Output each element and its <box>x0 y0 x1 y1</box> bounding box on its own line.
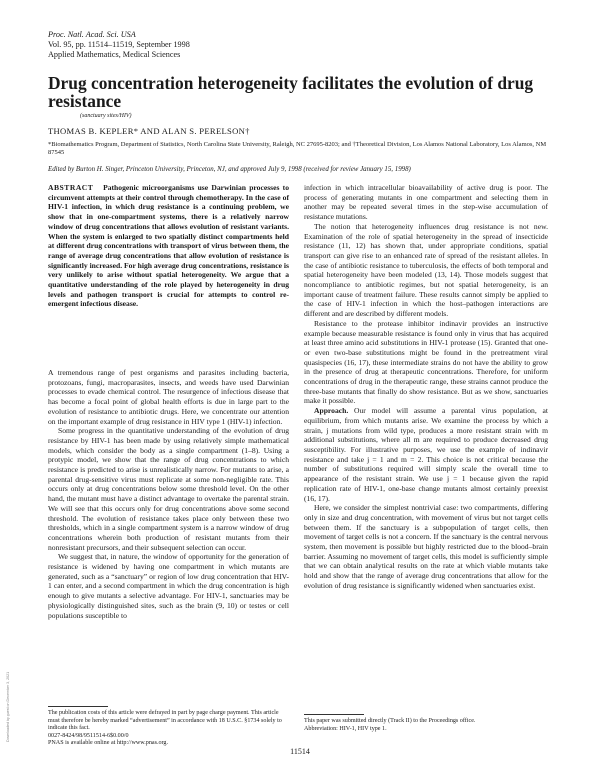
footnote-line: Abbreviation: HIV-1, HIV type 1. <box>304 725 387 732</box>
paragraph: Some progress in the quantitative understanding of the evolution of drug resistance by HIV-1 has been made by using relatively simple mathematical models, which consider the body as a single compartment (1–8). Using a protypic model, we show that the range of drug concentrations to which resistance is predicted to arise is unrealistically narrow. For mutants to arise, a parental drug-sensitive virus must replicate at some non-negligible rate. This occurs only at drug concentrations below some threshold level. On the other hand, the mutant must have a distinct advantage to overtake the parental strain. We will see that this occurs only for drug concentrations above some second threshold. The evolution of resistance takes place only between these two thresholds, which in a single compartment system is a narrow window of drug concentrations wherein both production of resistant mutants from their nonresistant precursors, and their subsequent selection can occur. <box>48 426 289 552</box>
footnote-line: This paper was submitted directly (Track II) to the Proceedings office. <box>304 718 476 724</box>
left-column-body <box>48 368 289 620</box>
footnote-divider-right <box>304 714 364 715</box>
footnote-line: PNAS is available online at http://www.pnas.org. <box>48 740 168 747</box>
download-side-note: Downloaded by guest on December 3, 2021 <box>6 671 10 742</box>
footnote-left <box>48 710 289 748</box>
authors: THOMAS B. KEPLER* AND ALAN S. PERELSON† <box>48 126 250 136</box>
page-number: 11514 <box>290 747 310 756</box>
footnote-line: The publication costs of this article were defrayed in part by page charge payment. This article must therefore be hereby marked “advertisement” in accordance with 18 U.S.C. §1734 solely to indicate this fact. <box>48 710 282 732</box>
volume-line: Vol. 95, pp. 11514–11519, September 1998 <box>48 40 190 49</box>
article-title: Drug concentration heterogeneity facilitates the evolution of drug resistance <box>48 73 534 111</box>
approach-paragraph <box>304 406 548 503</box>
paragraph: Resistance to the protease inhibitor indinavir provides an instructive example because measurable resistance is found only in virus that has acquired at least three amino acid substitutions in HIV-1 protease (15). Granted that one- or even two-base substitutions might be found in the pretreatment viral quasispecies (16, 17), these intermediate strains do not have the ability to grow in the presence of drug at therapeutic concentrations. Therefore, for uniform concentrations of drug in the therapeutic range, these strains cannot produce the three-base mutants that finally do show resistance. But as we show, sanctuaries make it possible. <box>304 318 548 406</box>
paragraph: The notion that heterogeneity influences drug resistance is not new. Examination of the role of spatial heterogeneity in the spread of insecticide resistance (11, 12) has shown that, under appropriate conditions, spatial transport can give rise to an enhanced rate of spread of the resistant alleles. In the case of antibiotic resistance to tuberculosis, the effects of both temporal and spatial heterogeneity have been modeled (13, 14). Those models suggest that noncompliance to antibiotic regimes, but not spatial heterogeneity, is an important cause of treatment failure. These results cannot simply be applied to the case of HIV-1 infection in which the host–pathogen interactions are different and are described by different models. <box>304 221 548 319</box>
affiliations: *Biomathematics Program, Department of Statistics, North Carolina State University, Raleigh, NC 27695-8203; and †Theoretical Division, Los Alamos National Laboratory, Los Alamos, NM 87545 <box>48 141 547 157</box>
paragraph: infection in which intracellular bioavailability of active drug is poor. The process of generating mutants in one compartment and selecting them in another may be repeated several times in the step-wise accumulation of resistance mutations. <box>304 183 548 222</box>
journal-name: Proc. Natl. Acad. Sci. USA <box>48 30 136 39</box>
paragraph: A tremendous range of pest organisms and parasites including bacteria, protozoans, fungi, macroparasites, insects, and weeds have used Darwinian processes to evade chemical control. The resurgence of infectious disease that has become a focal point of global health efforts is due in large part to the evolution of resistance to antibiotic drugs. Here, we concentrate our attention on the important example of drug resistance in HIV type 1 (HIV-1) infection. <box>48 368 289 426</box>
paragraph: Here, we consider the simplest nontrivial case: two compartments, differing only in size and drug concentration, with movement of virus but not target cells between them. If the sanctuary is a subpopulation of target cells, then movement of target cells is not a concern. If the sanctuary is the central nervous system, then movement is possible but highly restricted due to the blood–brain barrier. Assuming no movement of target cells, this model is sufficiently simple that we can obtain analytical results on the rate at which viable mutants take hold and show that the range of average drug concentrations that allow for the evolution of drug resistance is significantly widened when sanctuaries exist. <box>304 503 548 590</box>
abstract <box>48 183 289 309</box>
paragraph: We suggest that, in nature, the window of opportunity for the generation of resistance is widened by having one compartment in which mutants are generated, such as a “sanctuary” or region of low drug concentration that HIV-1 can enter, and a second compartment in which the drug concentration is high enough to give mutants a selective advantage. For HIV-1, sanctuaries may be physiologically distinguished sites, such as the brain (9, 10) or testes or cell populations susceptible to <box>48 552 289 620</box>
footnote-divider-left <box>48 706 108 707</box>
edited-by: Edited by Burton H. Singer, Princeton University, Princeton, NJ, and approved July 9, 1998 (received for review January 15, 1998) <box>48 166 411 173</box>
footnote-line: 0027-8424/98/9511514-6$0.00/0 <box>48 732 129 739</box>
journal-header <box>48 30 190 60</box>
approach-heading: Approach. <box>314 406 349 416</box>
keywords: (sanctuary sites/HIV) <box>80 113 132 119</box>
approach-text: Our model will assume a parental virus population, at equilibrium, from which mutants arise. We examine the process by which a strain, j mutations from wild type, produces a more resistant strain with m additional substitutions, where all m are required to produce decreased drug susceptibility. For illustrative purposes, we use the example of indinavir resistance and take j = 1 and m = 2. This choice is not critical because the number of substitutions required will simply scale the overall time to appearance of the resistant strain. We use j = 1 because given the rapid replication rate of HIV-1, one-base change mutants almost certainly preexist (16, 17). <box>304 406 548 503</box>
abstract-text: Pathogenic microorganisms use Darwinian processes to circumvent attempts at their control through chemotherapy. In the case of HIV-1 infection, in which drug resistance is a continuing problem, we show that in one-compartment systems, there is a relatively narrow window of drug concentrations that allows evolution of resistant variants. When the system is enlarged to two spatially distinct compartments held at different drug concentrations with transport of virus between them, the range of average drug concentrations that allow evolution of resistance is significantly increased. For high average drug concentrations, resistance is very unlikely to arise without spatial heterogeneity. We argue that a quantitative understanding of the role played by heterogeneity in drug levels and pathogen transport is crucial for attempts to control re-emergent infectious disease. <box>48 183 289 309</box>
footnote-right <box>304 718 548 733</box>
section-line: Applied Mathematics, Medical Sciences <box>48 50 181 59</box>
right-column-body <box>304 183 548 591</box>
abstract-label: ABSTRACT <box>48 183 94 192</box>
